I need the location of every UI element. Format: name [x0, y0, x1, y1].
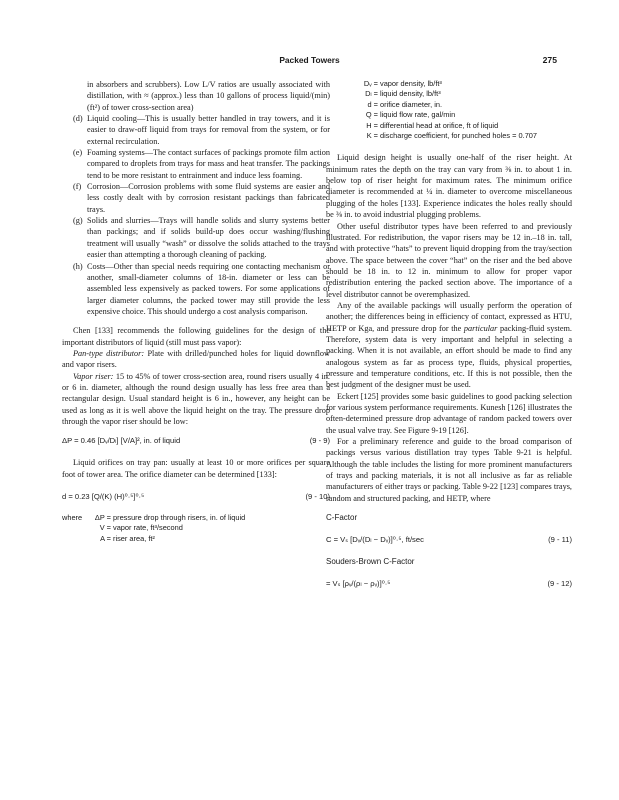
- variable-definitions: [342, 79, 572, 141]
- pan-distributor-text: Plate with drilled/punched holes for liquid downflow and vapor risers.: [62, 348, 330, 370]
- souders-brown-heading: Souders-Brown C-Factor: [326, 557, 415, 567]
- equation-9-10: [62, 491, 330, 502]
- symbol: ΔP =: [94, 513, 111, 522]
- right-column: [326, 79, 572, 589]
- symbol: Dₗ =: [365, 89, 378, 99]
- where-word: where: [62, 513, 83, 522]
- list-item-d: [62, 113, 330, 147]
- page-header: [0, 55, 619, 69]
- paragraph-emphasis: particular: [463, 323, 498, 333]
- symbol: Dᵥ =: [363, 79, 378, 88]
- definition: liquid flow rate, gal/min: [380, 110, 456, 120]
- eckert-paragraph: Eckert [125] provides some basic guidelines to good packing selection for various system performance requirements. Kunesh [126] illustrates the often-determined pressure drop advantage of random packed towers over the usual valve tray. See Figure 9-19 [126].: [326, 391, 572, 435]
- list-label: (e): [73, 148, 83, 158]
- comparison-paragraph: For a preliminary reference and guide to the broad comparison of packings versus various distillation tray types Table 9-21 is helpful. Although the table includes the listing for more prominent manufacturers of trays and packing materials, it is not all inclusive as far as reliable manufacturers of either trays or packing. Table 9-22 [123] compares trays, random and structured packing, and HETP, where: [326, 437, 572, 503]
- definition-row: [342, 89, 572, 99]
- definition-row: [62, 534, 330, 544]
- definition-row: [342, 79, 572, 89]
- chen-paragraph: Chen [133] recommends the following guidelines for the design of the important distributors of liquid (still must pass vapor):: [62, 326, 330, 347]
- definition-row: [342, 131, 572, 141]
- symbol: d =: [367, 99, 378, 109]
- definition: discharge coefficient, for punched holes = 0.707: [380, 131, 538, 141]
- symbol: A =: [100, 533, 111, 543]
- equation-expression: C = Vₛ [Dᵥ/(Dₗ − Dᵥ)]⁰·⁵, ft/sec: [326, 535, 424, 545]
- list-label: (d): [73, 114, 83, 124]
- equation-expression: = Vₛ [ρᵥ/(ρₗ − ρᵥ)]⁰·⁵: [326, 579, 391, 589]
- symbol: H =: [366, 120, 378, 130]
- list-text: Costs—Other than special needs requiring one contacting mechanism or another, small-diameter columns of 18-in. diameter or less can be assembled less expensively as packed towers. For some applications of larger diameter columns, the packed tower may still provide the less expensive choice. This should undergo a cost analysis comparison.: [87, 261, 330, 316]
- list-text: Foaming systems—The contact surfaces of packings promote film action compared to droplets from trays for mass and heat transfer. The packings tend to be more resistant to entrainment and induce less foaming.: [87, 148, 330, 180]
- definition-row: [62, 513, 330, 523]
- definition-row: [342, 121, 572, 131]
- list-label: (g): [73, 216, 83, 226]
- equation-number: (9 - 12): [547, 579, 572, 589]
- definition-row: [342, 100, 572, 110]
- symbol: K =: [366, 131, 378, 141]
- definition-row: [62, 523, 330, 533]
- page-number: 275: [542, 55, 557, 65]
- equation-9-11: [326, 534, 572, 545]
- list-text: Solids and slurries—Trays will handle solids and slurry systems better than packings; and if solids build-up does occur washing/flushing treatment will usually “wash” or dissolve the solids attached to the trays easier than attempting a thorough cleaning of packing.: [87, 216, 330, 260]
- pan-distributor-paragraph: [62, 348, 330, 371]
- symbol: Q =: [365, 110, 378, 120]
- definition: liquid density, lb/ft³: [380, 89, 441, 99]
- equation-expression: d = 0.23 [Q/(K) (H)⁰·⁵]⁰·⁵: [62, 492, 145, 501]
- equation-9-9: [62, 435, 330, 446]
- list-text: Liquid cooling—This is usually better handled in tray towers, and it is easier to draw-off liquid from trays for removal from the system, or for external recirculation.: [87, 114, 330, 146]
- c-factor-heading: C-Factor: [326, 513, 358, 523]
- vapor-riser-label: Vapor riser:: [73, 371, 114, 381]
- symbol: V =: [99, 523, 111, 533]
- packing-performance-paragraph: [326, 300, 572, 391]
- running-title: Packed Towers: [279, 55, 340, 65]
- orifice-paragraph: Liquid orifices on tray pan: usually at least 10 or more orifices per square foot of tower area. The orifice diameter can be determined [133]:: [62, 458, 330, 479]
- equation-expression: ΔP = 0.46 [Dᵥ/Dₗ] [V/A]², in. of liquid: [62, 436, 181, 446]
- continued-list-text: in absorbers and scrubbers). Low L/V ratios are usually associated with distillation, with ≈ (approx.) less than 10 gallons of process liquid/(min)(ft²) of tower cross-section area): [87, 80, 330, 112]
- list-text: Corrosion—Corrosion problems with some fluid systems are easier and less costly dealt with by corrosion resistant packings than fabricated trays.: [87, 182, 330, 214]
- vapor-riser-text: 15 to 45% of tower cross-section area, round risers usually 4 in. or 6 in. diameter, although the round design usually has less free area than a rectangular design. Usual standard height is 6 in., however, any height can be used as long as it is well above the liquid height on the tray. The pressure drop through the vapor riser should be low:: [62, 371, 330, 426]
- list-label: (f): [73, 182, 82, 192]
- where-definitions: [62, 513, 330, 544]
- list-label: (h): [73, 261, 83, 271]
- definition-row: [342, 110, 572, 120]
- definition: riser area, ft²: [113, 533, 155, 543]
- pan-distributor-label: Pan-type distributor:: [73, 348, 145, 358]
- definition: vapor rate, ft³/second: [113, 523, 183, 533]
- paragraph-text-b: packing-fluid system. Therefore, system data is very important and helpful in selecting a packing. When it is not available, an effort should be made to find any analogous system as far as process type, fluids, physical properties, pressure and temperature conditions, etc. If this is not possible, then the best judgment of the designer must be used.: [326, 323, 572, 390]
- left-column: [62, 79, 330, 544]
- list-item-h: [62, 261, 330, 318]
- list-item-e: [62, 147, 330, 181]
- equation-9-12: [326, 578, 572, 589]
- equation-number: (9 - 10): [305, 492, 330, 501]
- paragraph-text-a: Any of the available packings will usually perform the operation of another; the differences being in efficiency of contact, expressed as HTU, HETP or Kga, and pressure drop for the: [326, 300, 572, 333]
- equation-number: (9 - 9): [309, 436, 330, 446]
- vapor-riser-paragraph: [62, 371, 330, 428]
- definition: vapor density, lb/ft³: [380, 79, 442, 88]
- definition: differential head at orifice, ft of liquid: [380, 120, 499, 130]
- liquid-height-paragraph: Liquid design height is usually one-half of the riser height. At minimum rates the depth on the tray can vary from ⅜ in. to about 1 in. below top of riser height for maximum rates. The minimum orifice diameter is recommended at ¼ in. diameter to overcome miscellaneous plugging of the holes [133]. Experience indicates the holes really should be ⅜ in. to avoid industrial plugging problems.: [326, 153, 572, 220]
- definition: orifice diameter, in.: [380, 99, 443, 109]
- redistribution-paragraph: Other useful distributor types have been referred to and previously illustrated. For redistribution, the vapor risers may be 12 in.–18 in. tall, and with protective “hats” to prevent liquid dropping from the tray/section above. The space between the cover “hat” on the riser and the bed above should be 18 in. to 12 in. minimum to allow for proper vapor redistribution entering the packed section above. The importance of a level distributor cannot be overemphasized.: [326, 221, 572, 299]
- list-item-f: [62, 181, 330, 215]
- definition: pressure drop through risers, in. of liquid: [113, 513, 246, 522]
- equation-number: (9 - 11): [548, 535, 572, 545]
- list-item-g: [62, 215, 330, 260]
